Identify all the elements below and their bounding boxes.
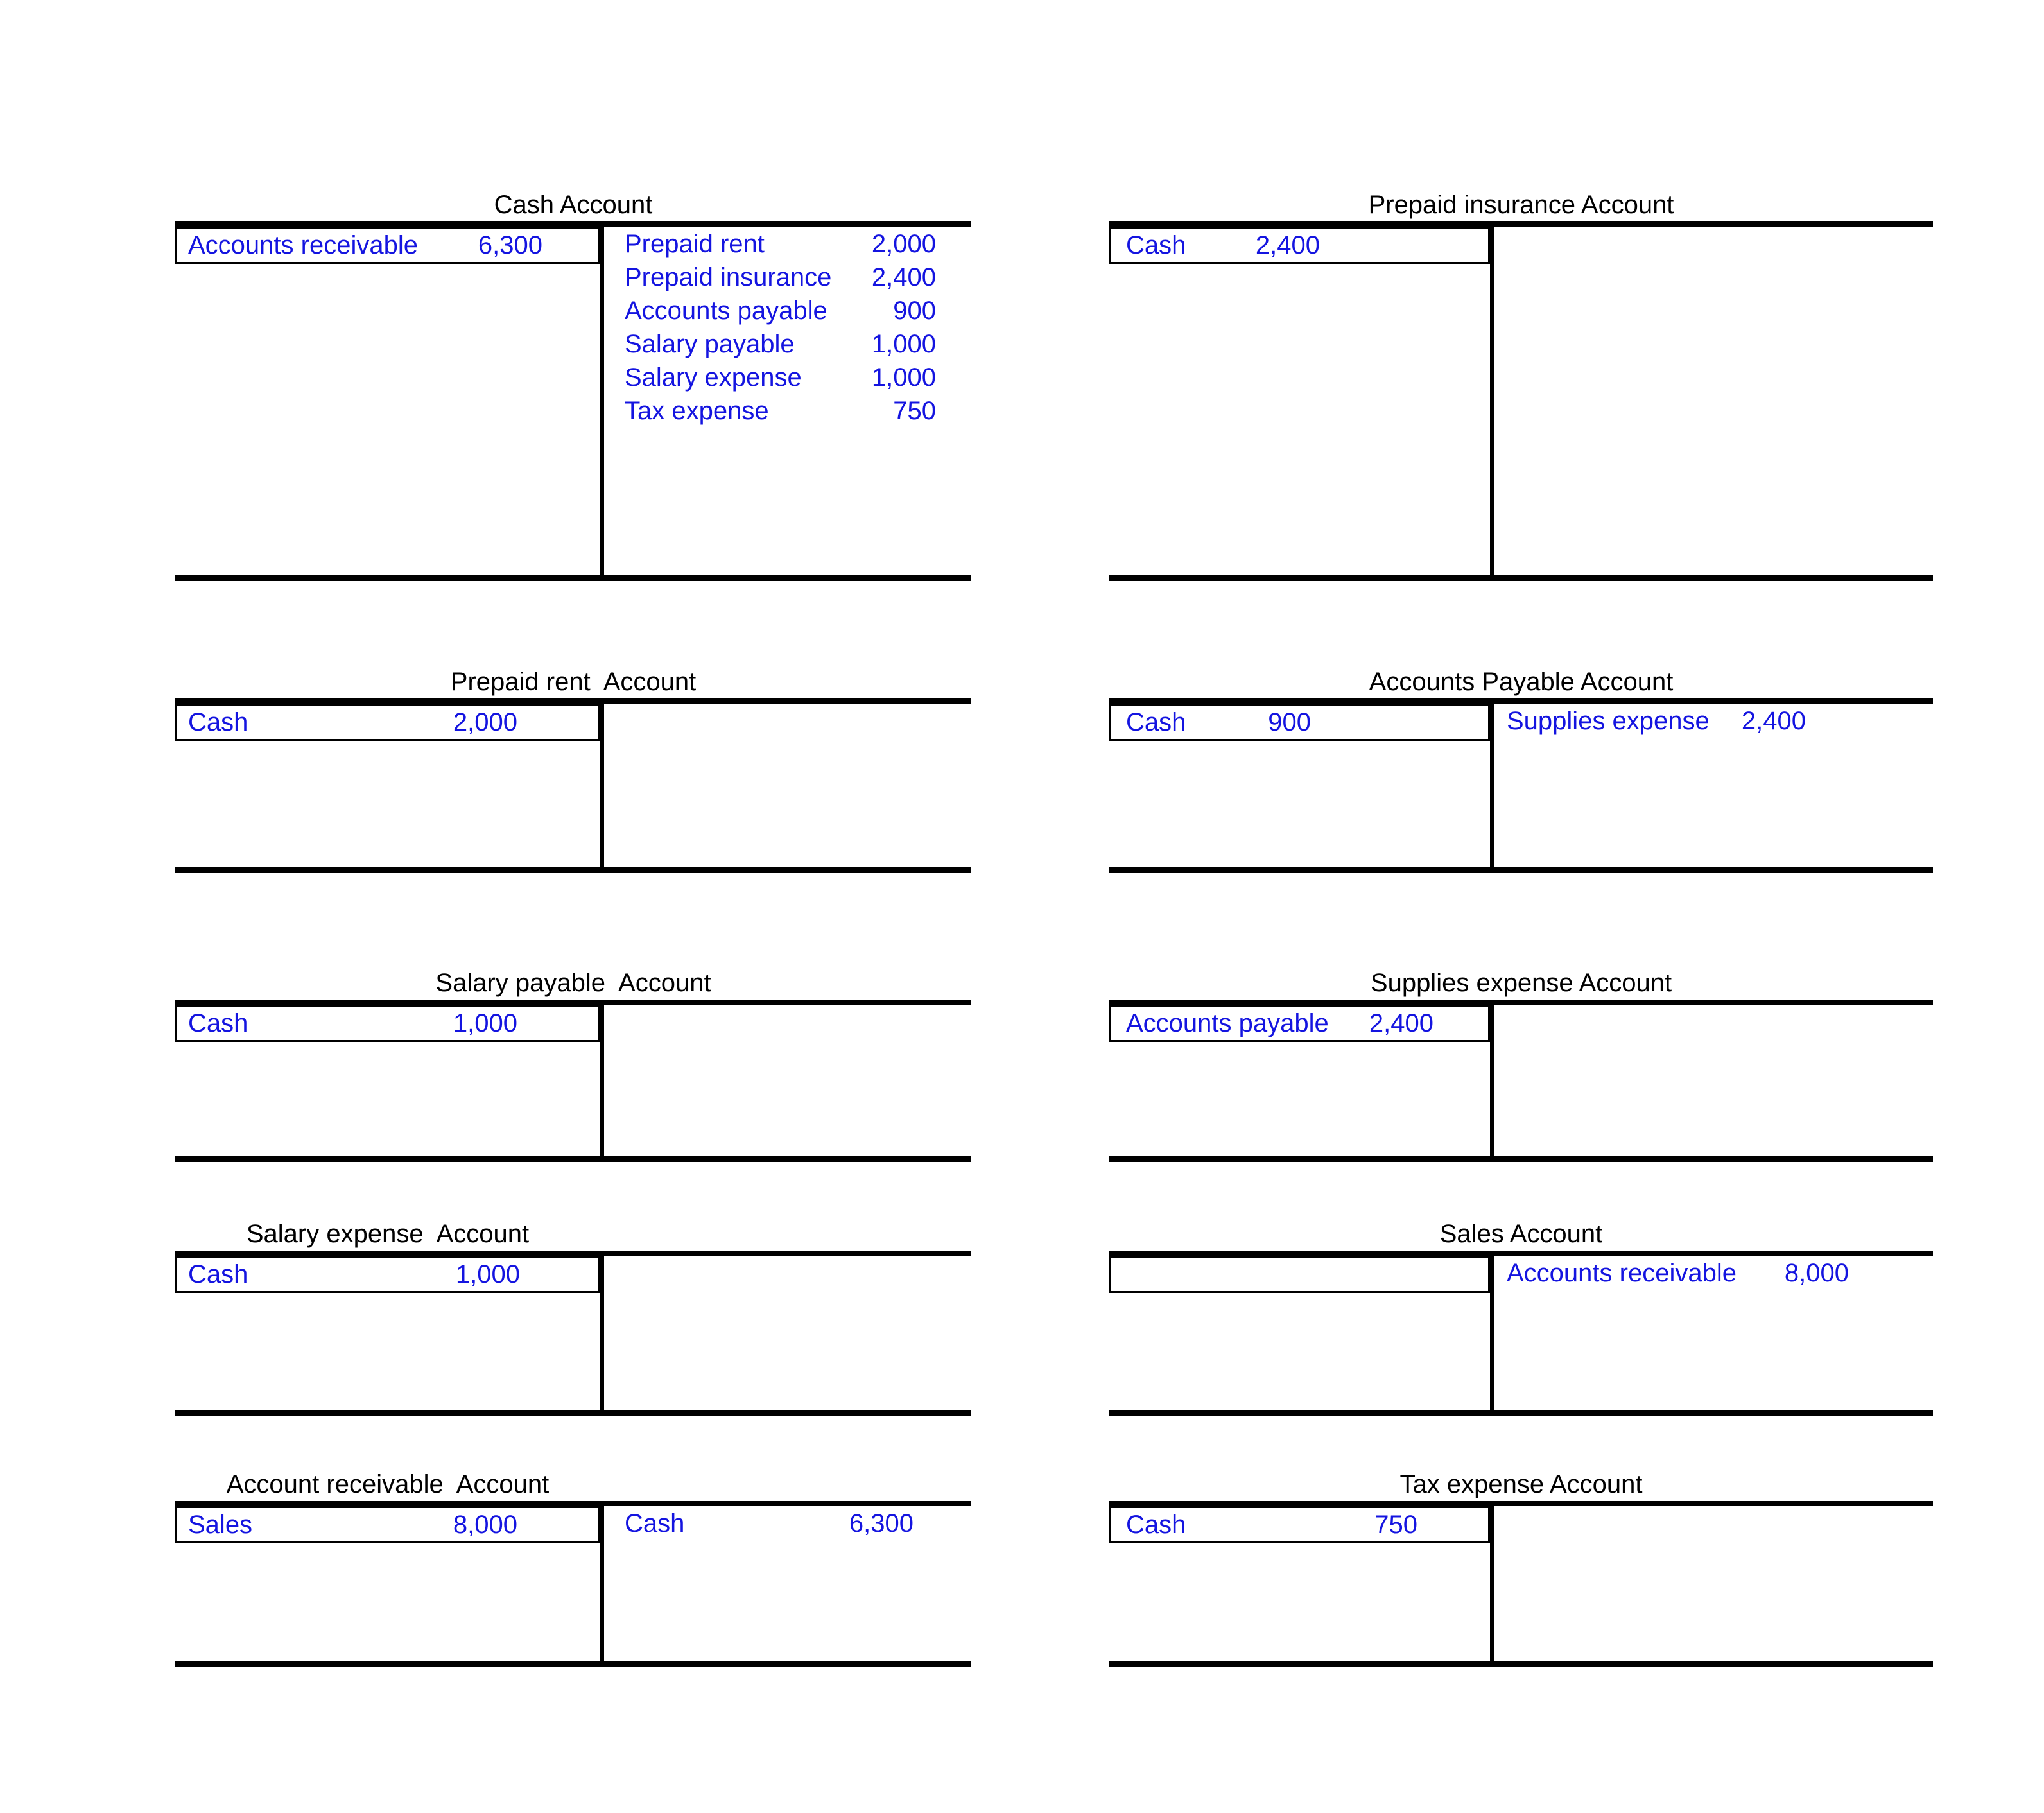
t-bottom-line (175, 1156, 971, 1162)
account-title: Supplies expense Account (1370, 969, 1672, 997)
entry-label: Sales (188, 1511, 253, 1539)
t-structure (1109, 221, 1933, 581)
account-title: Account receivable Account (226, 1470, 550, 1498)
entry-label: Cash (625, 1509, 685, 1538)
debit-entry (175, 1256, 971, 1293)
entry-amount: 8,000 (1784, 1259, 1849, 1287)
entry-amount: 1,000 (453, 1009, 517, 1037)
entry-label: Cash (1126, 231, 1186, 259)
account-title: Prepaid rent Account (450, 668, 697, 696)
entry-label: Prepaid rent (625, 230, 765, 258)
t-structure (1109, 1501, 1933, 1667)
entry-label: Accounts payable (625, 297, 827, 325)
t-bottom-line (175, 1410, 971, 1416)
entry-amount: 2,400 (1741, 707, 1806, 735)
account-title: Sales Account (1439, 1220, 1603, 1248)
taccount-cash (175, 192, 971, 581)
account-title: Salary payable Account (435, 969, 711, 997)
t-bottom-line (1109, 1661, 1933, 1667)
entry-label: Tax expense (625, 397, 769, 425)
credit-entry (175, 327, 971, 361)
taccount-salary-expense (175, 1221, 971, 1416)
taccount-salary-payable (175, 970, 971, 1162)
taccount-prepaid-rent (175, 669, 971, 873)
entry-amount: 900 (1268, 708, 1311, 736)
debit-entry (1109, 1005, 1933, 1042)
account-title: Cash Account (494, 191, 653, 219)
entry-label: Cash (188, 708, 248, 736)
credit-entry (175, 361, 971, 394)
t-bottom-line (175, 1661, 971, 1667)
t-structure (175, 1000, 971, 1162)
t-structure (175, 1501, 971, 1667)
t-structure (1109, 698, 1933, 873)
t-bottom-line (175, 575, 971, 581)
debit-entry (175, 704, 971, 741)
t-top-line (175, 1501, 971, 1506)
credit-entry (175, 227, 971, 261)
entry-label: Prepaid insurance (625, 263, 832, 291)
t-bottom-line (1109, 1410, 1933, 1416)
t-divider-line (1490, 221, 1494, 581)
entry-label: Salary payable (625, 330, 795, 358)
t-top-line (1109, 698, 1933, 704)
entry-amount: 750 (893, 397, 936, 425)
debit-entry (1109, 227, 1933, 264)
t-bottom-line (1109, 867, 1933, 873)
entry-label: Salary expense (625, 363, 802, 392)
entry-amount: 6,300 (849, 1509, 914, 1538)
entry-amount: 900 (893, 297, 936, 325)
entry-amount: 1,000 (871, 363, 936, 392)
credit-entry (1109, 1256, 1933, 1290)
entry-amount: 1,000 (455, 1260, 520, 1288)
account-title: Prepaid insurance Account (1368, 191, 1674, 219)
t-top-line (175, 1251, 971, 1256)
t-structure (1109, 1000, 1933, 1162)
t-top-line (1109, 1000, 1933, 1005)
credit-entry (175, 261, 971, 294)
t-structure (1109, 1251, 1933, 1416)
t-top-line (175, 1000, 971, 1005)
credit-entry (175, 394, 971, 428)
debit-entry (175, 1005, 971, 1042)
taccount-prepaid-insurance (1109, 192, 1933, 581)
entry-label: Accounts receivable (188, 231, 418, 259)
credit-entry (175, 294, 971, 327)
entry-amount: 8,000 (453, 1511, 517, 1539)
entry-label: Cash (1126, 1511, 1186, 1539)
t-structure (175, 221, 971, 581)
taccount-account-receivable (175, 1471, 971, 1667)
entry-label: Supplies expense (1507, 707, 1710, 735)
credit-entry (175, 1507, 971, 1540)
entry-amount: 2,400 (1255, 231, 1320, 259)
t-top-line (175, 221, 971, 227)
taccount-tax-expense (1109, 1471, 1933, 1667)
entry-label: Accounts receivable (1507, 1259, 1737, 1287)
t-top-line (1109, 221, 1933, 227)
t-structure (175, 1251, 971, 1416)
t-top-line (1109, 1251, 1933, 1256)
taccount-supplies-expense (1109, 970, 1933, 1162)
entry-label: Cash (188, 1009, 248, 1037)
entry-amount: 6,300 (478, 231, 542, 259)
entry-amount: 1,000 (871, 330, 936, 358)
credit-entry (1109, 704, 1933, 738)
entry-amount: 2,400 (1369, 1009, 1433, 1037)
taccount-sales (1109, 1221, 1933, 1416)
account-title: Tax expense Account (1399, 1470, 1643, 1498)
entry-amount: 2,000 (453, 708, 517, 736)
t-bottom-line (1109, 1156, 1933, 1162)
debit-entry (1109, 1506, 1933, 1543)
t-top-line (1109, 1501, 1933, 1506)
entry-label: Cash (1126, 708, 1186, 736)
entry-label: Cash (188, 1260, 248, 1288)
account-title: Salary expense Account (246, 1220, 530, 1248)
account-title: Accounts Payable Account (1369, 668, 1674, 696)
t-top-line (175, 698, 971, 704)
t-bottom-line (1109, 575, 1933, 581)
entry-label: Accounts payable (1126, 1009, 1329, 1037)
entry-amount: 2,000 (871, 230, 936, 258)
entry-amount: 750 (1374, 1511, 1417, 1539)
taccount-accounts-payable (1109, 669, 1933, 873)
entry-amount: 2,400 (871, 263, 936, 291)
t-bottom-line (175, 867, 971, 873)
t-structure (175, 698, 971, 873)
